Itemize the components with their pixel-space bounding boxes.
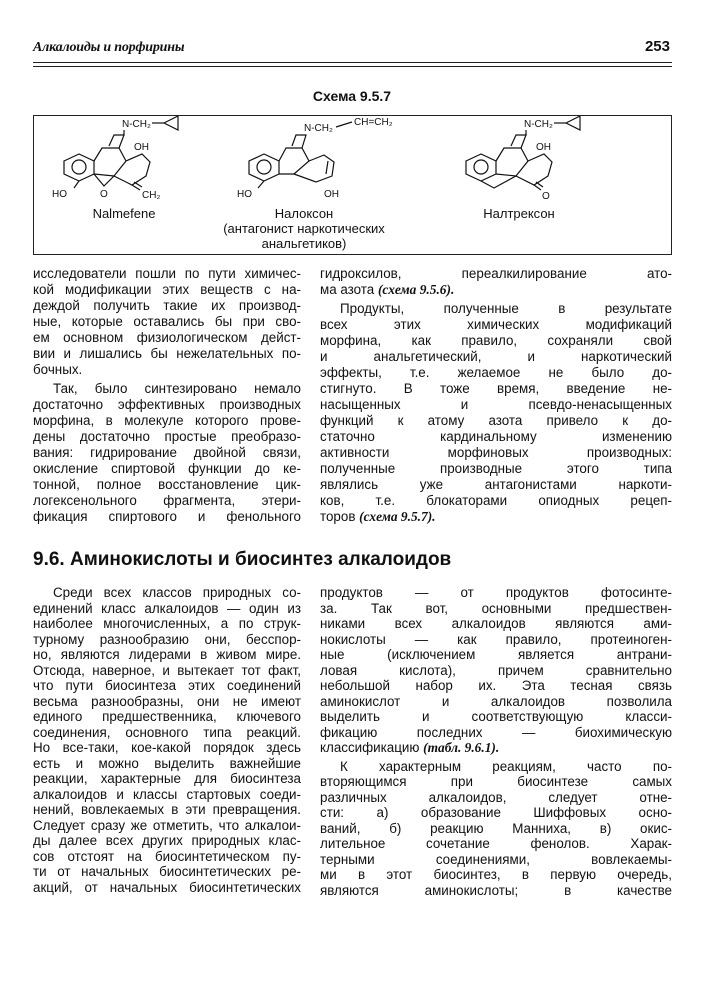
text-line: за. Так вот, основными предшествен- <box>320 600 672 616</box>
text-line: Среди всех классов природных со- <box>53 585 301 600</box>
text-line: весьма разнообразны, они не имеют <box>33 693 301 709</box>
molecule-label-naloxone <box>204 206 404 251</box>
cross-reference: (табл. 9.6.1). <box>423 740 500 755</box>
text-line: активности морфиновых производных: <box>320 445 672 460</box>
text-line: морфина, в молекуле которого прове- <box>33 413 301 428</box>
section2-left-column <box>33 585 301 895</box>
text-line: единений класс алкалоидов — один из <box>33 600 301 616</box>
text-line: ем основном физиологическом дейст- <box>33 330 301 345</box>
header-rule <box>33 62 672 63</box>
text-line: ваний, б) реакцию Манниха, в) окис- <box>320 820 672 836</box>
text-line: торов (схема 9.5.7). <box>320 509 436 524</box>
text-line: Так, было синтезировано немало <box>53 381 301 396</box>
molecule-note: (антагонист наркотических <box>223 221 385 236</box>
naltrexone-keto-oxygen: O <box>542 191 550 202</box>
text-line: единого предшественника, ключевого <box>33 709 301 724</box>
text-line: фикацию последних — биохимическую <box>320 724 672 740</box>
text-line: ма азота (схема 9.5.6). <box>320 282 455 297</box>
text-line: небольшой набор их. Эта тесная связь <box>320 678 672 693</box>
text-line: сов отстоят на биосинтетическом пу- <box>33 848 301 864</box>
scheme-figure <box>33 115 672 255</box>
text-line: вания: гидрирование двойной связи, <box>33 445 301 460</box>
text-line: функций к атому азота привело к до- <box>320 413 672 428</box>
text-line: ти от начальных биосинтетических ре- <box>33 864 301 879</box>
text-line: и анальгетический, и наркотический <box>320 349 672 364</box>
naltrexone-structure <box>466 116 580 190</box>
text-line: Продукты, полученные в результате <box>340 301 672 316</box>
text-line: классификацию (табл. 9.6.1). <box>320 740 500 755</box>
text-line: ми в этот биосинтез, в первую очередь, <box>320 867 672 882</box>
naltrexone-oh-group: OH <box>536 142 551 153</box>
nalmefene-n-group: N-CH₂ <box>122 119 151 130</box>
text-line: бочных. <box>33 362 83 377</box>
text-line: кой модификации этих веществ с на- <box>33 282 301 297</box>
text-line: но, являются лидерами в живом мире. <box>33 647 301 662</box>
text-line: гидроксилов, переалкилирование ато- <box>320 266 672 281</box>
molecule-label-nalmefene: Nalmefene <box>92 206 156 221</box>
text-line: лительное сочетание фенолов. Харак- <box>320 836 672 851</box>
paragraph <box>320 266 672 298</box>
paragraph <box>320 301 672 525</box>
section1-left-column <box>33 266 301 525</box>
naloxone-structure <box>249 122 352 188</box>
paragraph <box>33 266 301 378</box>
text-line: алкалоидов и классы стартовых соеди- <box>33 786 301 802</box>
naloxone-allyl-group: CH=CH₂ <box>354 117 393 128</box>
text-line: аминокислот и алкалоидов позволила <box>320 693 672 709</box>
naloxone-ho-group: HO <box>237 189 252 200</box>
naloxone-oh-group: OH <box>324 189 339 200</box>
text-line: логексенольного фрагмента, этери- <box>33 493 301 508</box>
cross-reference: (схема 9.5.7). <box>359 509 436 524</box>
text-line: деждой получить такие их производ- <box>33 298 301 313</box>
text-line: ные, которые оставались бы при сво- <box>33 314 301 329</box>
section2-right-column <box>320 585 672 898</box>
text-line: вии и лишались бы нежелательных по- <box>33 346 301 361</box>
text-line: наиболее многочисленных, а по струк- <box>33 616 301 631</box>
molecule-label-naltrexone: Налтрексон <box>483 206 555 221</box>
text-line: ды далее всех других природных клас- <box>33 833 301 848</box>
text-line: ловая кислота), причем сравнительно <box>320 662 672 678</box>
text-line: полученные производные этого типа <box>320 461 672 476</box>
text-line: акций, от начальных биосинтетических <box>33 879 301 895</box>
text-line: окисление спиртовой функции до ке- <box>33 461 301 476</box>
text-line: стигнуто. В тоже время, введение не- <box>320 381 672 396</box>
text-line: всех этих химических модификаций <box>320 317 672 332</box>
text-line: что пути биосинтеза этих соединений <box>33 678 301 693</box>
text-line: являются аминокислоты; в качестве <box>320 882 672 898</box>
paragraph <box>320 585 672 756</box>
text-line: К характерным реакциям, часто по- <box>340 758 672 774</box>
molecule-name: Налоксон <box>274 206 334 221</box>
naloxone-n-group: N-CH₂ <box>304 123 333 134</box>
text-line: Отсюда, наверное, и вытекает тот факт, <box>33 662 301 678</box>
nalmefene-ring-oxygen: O <box>100 189 108 200</box>
text-line: исследователи пошли по пути химичес- <box>33 266 301 281</box>
paragraph <box>320 759 672 899</box>
scheme-title: Схема 9.5.7 <box>312 88 392 104</box>
text-line: фикация спиртового и фенольного <box>33 509 301 524</box>
text-line: статочно кардинальному изменению <box>320 429 672 444</box>
section-heading: 9.6. Аминокислоты и биосинтез алкалоидов <box>33 549 452 570</box>
text-line: соединения, основного типа реакций. <box>33 724 301 740</box>
paragraph <box>33 585 301 895</box>
text-line: есть и можно выделить важнейшие <box>33 755 301 771</box>
text-line: Следует сразу же отметить, что алкалои- <box>33 817 301 833</box>
cross-reference: (схема 9.5.6). <box>377 282 455 297</box>
text-line: являлись уже антагонистами наркоти- <box>320 477 672 492</box>
text-line: эффекты, т.е. желаемое не было до- <box>320 365 672 380</box>
text-line: тонной, полное восстановление цик- <box>33 477 301 492</box>
text-line: терными соединениями, вовлекаемы- <box>320 851 672 867</box>
text-line: реакции, характерные для биосинтеза <box>33 771 301 786</box>
text-line: различных алкалоидов, следует отне- <box>320 789 672 805</box>
text-line: продуктов — от продуктов фотосинте- <box>320 585 672 600</box>
chemical-structures <box>34 116 671 204</box>
text-line: ков, т.е. блокаторами опиодных рецеп- <box>320 493 672 508</box>
text-line: морфина, как правило, сохраняли свой <box>320 333 672 348</box>
text-line: вторяющимся при биосинтезе самых <box>320 774 672 789</box>
text-line: дены достаточно простые преобразо- <box>33 429 301 444</box>
running-title: Алкалоиды и порфирины <box>33 40 185 55</box>
text-line: ные (исключением является антрани- <box>320 647 672 662</box>
nalmefene-structure <box>64 116 178 190</box>
nalmefene-oh-group: OH <box>134 142 149 153</box>
molecule-note: анальгетиков) <box>261 236 347 251</box>
text-line: нокислоты — как правило, протеиноген- <box>320 631 672 647</box>
nalmefene-ho-group: HO <box>52 189 67 200</box>
nalmefene-ch2-group: CH₂ <box>142 190 161 201</box>
text-line: насыщенных и псевдо-ненасыщенных <box>320 397 672 412</box>
text-line: Но все-таки, кое-какой порядок здесь <box>33 740 301 755</box>
section1-right-column <box>320 266 672 525</box>
text-line: сти: а) образование Шиффовых осно- <box>320 805 672 820</box>
text-line: никами всех алкалоидов являются ами- <box>320 616 672 631</box>
paragraph <box>33 381 301 525</box>
header-rule <box>33 66 672 67</box>
text-line: нений, вовлекаемых в эти превращения. <box>33 802 301 817</box>
text-line: достаточно эффективных производных <box>33 397 301 412</box>
page-number: 253 <box>644 38 670 55</box>
text-line: выделить и соответствующую класси- <box>320 709 672 724</box>
naltrexone-n-group: N-CH₂ <box>524 119 553 130</box>
text-line: турному разнообразию они, бесспор- <box>33 631 301 647</box>
